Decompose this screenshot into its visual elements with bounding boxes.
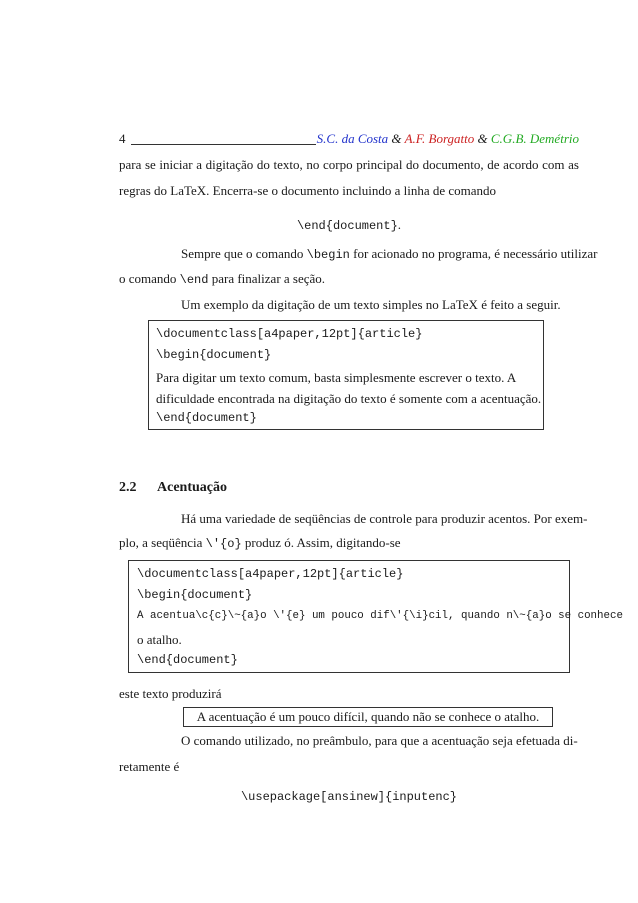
begin-para-line-2 bbox=[119, 271, 579, 288]
end-document-period: . bbox=[397, 217, 402, 232]
code-1-line-2: \begin{document} bbox=[156, 348, 272, 362]
usepackage-command: \usepackage[ansinew]{inputenc} bbox=[240, 790, 458, 804]
author-separator-2: & bbox=[474, 131, 491, 146]
accent-para-suffix: produz ó. Assim, digitando-se bbox=[241, 535, 401, 550]
accent-para-line-2 bbox=[119, 535, 579, 552]
code-1-line-1: \documentclass[a4paper,12pt]{article} bbox=[156, 327, 423, 341]
code-1-line-5: \end{document} bbox=[156, 411, 257, 425]
example-intro-line bbox=[181, 297, 561, 313]
example-intro-suffix: é feito a seguir. bbox=[477, 297, 561, 312]
end-para-suffix: para finalizar a seção. bbox=[208, 271, 326, 286]
end-document-code: \end{document} bbox=[296, 219, 398, 233]
begin-para-line-1 bbox=[181, 246, 598, 263]
author-3: C.G.B. Demétrio bbox=[490, 131, 579, 146]
header-rule bbox=[131, 144, 316, 145]
begin-command: \begin bbox=[306, 248, 350, 262]
rendered-result-box: A acentuação é um pouco difícil, quando não se conhece o atalho. bbox=[183, 707, 553, 727]
author-2: A.F. Borgatto bbox=[404, 131, 475, 146]
intro-line-2-prefix: regras do bbox=[119, 183, 171, 198]
author-separator-1: & bbox=[388, 131, 405, 146]
code-2-line-5: \end{document} bbox=[137, 653, 238, 667]
end-para-prefix: o comando bbox=[119, 271, 180, 286]
accent-code: \'{o} bbox=[205, 537, 242, 551]
page-number: 4 bbox=[119, 131, 126, 146]
code-example-box-1 bbox=[148, 320, 544, 430]
section-number: 2.2 bbox=[119, 480, 137, 495]
authors bbox=[317, 131, 579, 147]
command-para-line-2: retamente é bbox=[119, 759, 180, 774]
code-2-line-3: A acentua\c{c}\~{a}o \'{e} um pouco dif\'{\i}cil, quando n\~{a}o se conhece bbox=[137, 610, 623, 622]
latex-logo-2: LaTeX bbox=[442, 297, 478, 312]
code-2-line-2: \begin{document} bbox=[137, 588, 253, 602]
running-head bbox=[119, 131, 579, 147]
code-1-line-3: Para digitar um texto comum, basta simplesmente escrever o texto. A bbox=[156, 370, 517, 385]
end-document-command bbox=[119, 214, 579, 233]
latex-logo: LaTeX bbox=[170, 183, 207, 198]
intro-line-2-suffix: . Encerra-se o documento incluindo a linha de comando bbox=[206, 183, 497, 198]
command-para-line-1: O comando utilizado, no preâmbulo, para que a acentuação seja efetuada di- bbox=[181, 733, 578, 748]
author-1: S.C. da Costa bbox=[316, 131, 389, 146]
intro-line-1: para se iniciar a digitação do texto, no corpo principal do documento, de acordo com as bbox=[119, 157, 579, 172]
code-2-line-1: \documentclass[a4paper,12pt]{article} bbox=[137, 567, 404, 581]
begin-para-prefix: Sempre que o comando bbox=[181, 246, 307, 261]
end-command: \end bbox=[179, 273, 209, 287]
code-1-line-4: dificuldade encontrada na digitação do texto é somente com a acentuação. bbox=[156, 391, 542, 406]
section-title: Acentuação bbox=[157, 480, 227, 495]
accent-para-prefix: plo, a seqüência bbox=[119, 535, 206, 550]
code-example-box-2 bbox=[128, 560, 623, 673]
intro-line-2 bbox=[119, 183, 579, 199]
begin-para-suffix: for acionado no programa, é necessário utilizar bbox=[349, 246, 598, 261]
example-intro-prefix: Um exemplo da digitação de um texto simples no bbox=[181, 297, 443, 312]
result-lead: este texto produzirá bbox=[119, 686, 222, 701]
code-2-line-4: o atalho. bbox=[137, 632, 182, 647]
accent-para-line-1: Há uma variedade de seqüências de controle para produzir acentos. Por exem- bbox=[181, 511, 588, 526]
